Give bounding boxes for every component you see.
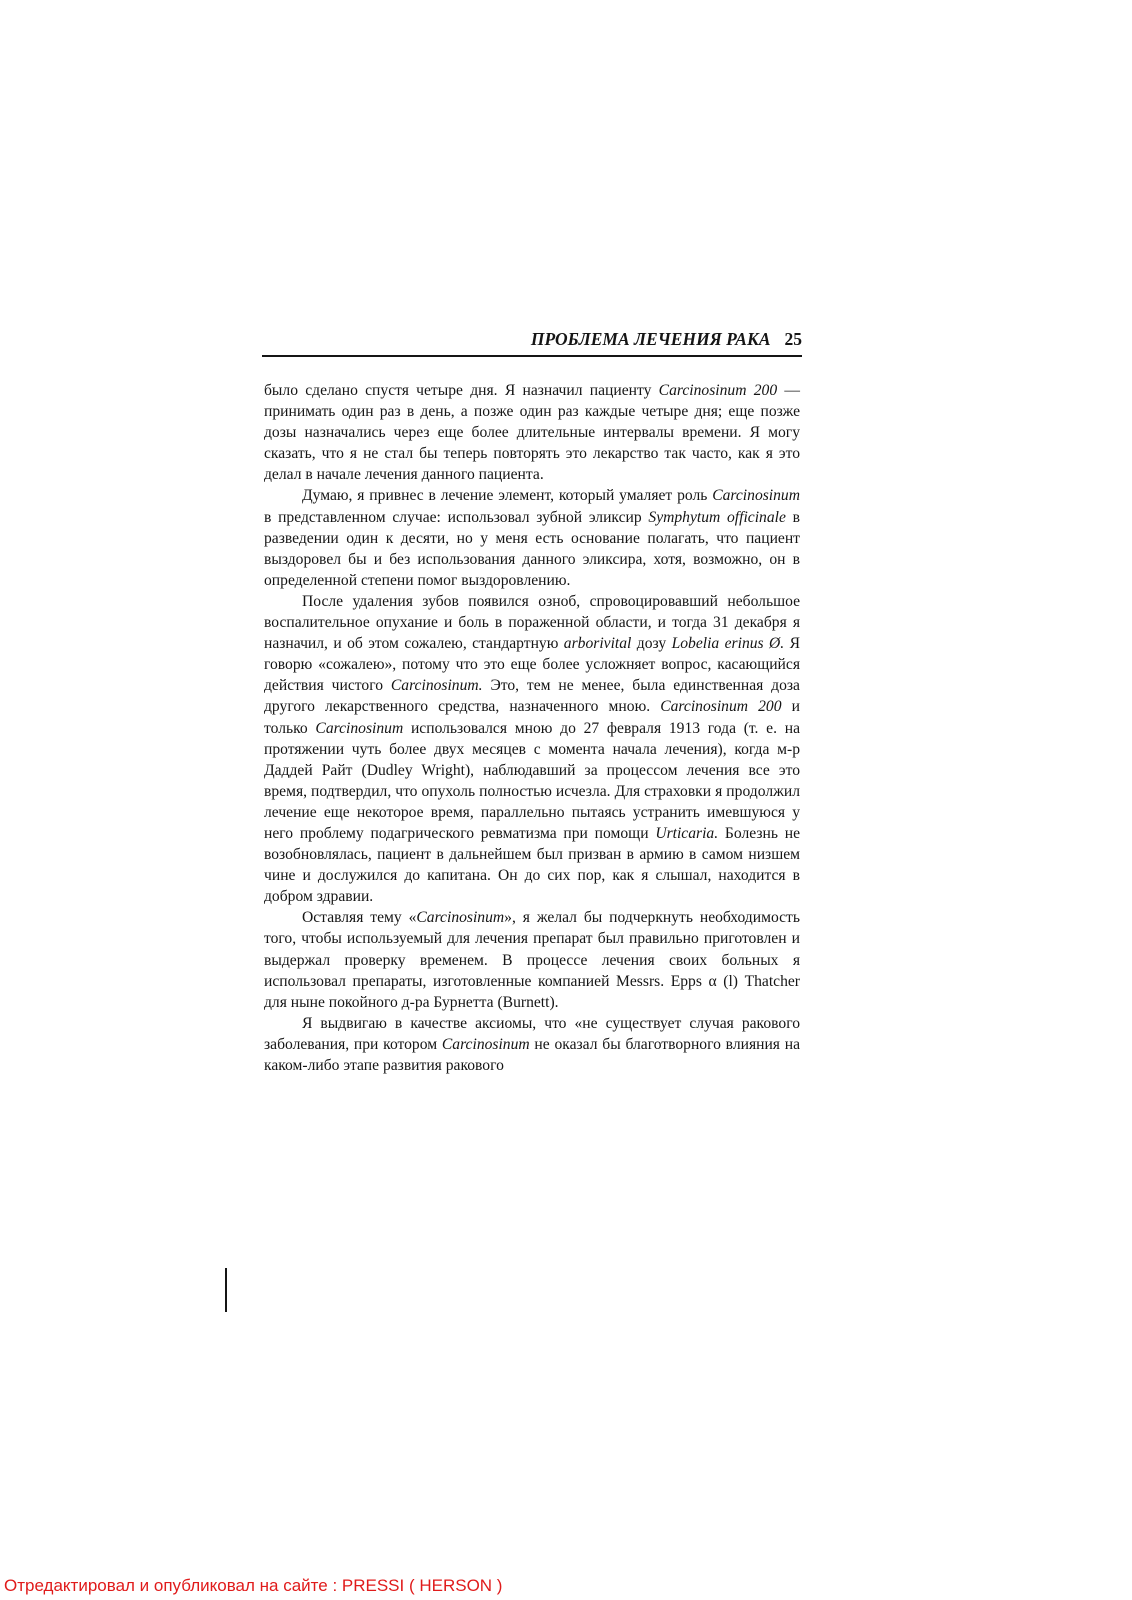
text-run: Это, тем не менее, была единственная доза другого лекарственного средства, назначенного мною. — [264, 677, 800, 716]
text-run: в представленном случае: использовал зубной эликсир — [264, 508, 649, 526]
text-run: Болезнь не возобновлялась, пациент в дальнейшем был призван в армию в самом низшем чине и дослужился до капитана. Он до сих пор, как я слышал, находится в добром здравии. — [264, 824, 800, 906]
paragraph-1 — [264, 380, 800, 485]
italic-term: Urticaria. — [655, 824, 719, 842]
text-run: — принимать один раз в день, а позже один раз каждые четыре дня; еще позже дозы назначались через еще более длительные интервалы времени. Я могу сказать, что я не стал бы теперь повторять это лекарство так часто, как я это делал в начале лечения данного пациента. — [264, 382, 800, 484]
italic-term: Lobelia erinus Ø. — [671, 635, 785, 653]
text-run: использовался мною до 27 февраля 1913 года (т. е. на протяжении чуть более двух месяцев с момента начала лечения), когда м-р Даддей Райт (Dudley Wright), наблюдавший за процессом лечения все это время, подтвердил, что опухоль полностью исчезла. Для страховки я продолжил лечение еще некоторое время, параллельно пытаясь устранить имевшуюся у него проблему подагрического ревматизма при помощи — [264, 719, 801, 842]
italic-term: Carcinosinum — [416, 909, 505, 927]
paragraph-3 — [264, 591, 800, 907]
text-run: После удаления зубов появился озноб, спровоцировавший небольшое воспалительное опухание и боль в пораженной области, и тогда 31 декабря я назначил, и об этом сожалею, стандартную — [264, 592, 800, 653]
paragraph-2 — [264, 485, 800, 590]
text-run: », я желал бы подчеркнуть необходимость того, чтобы используемый для лечения препарат был правильно приготовлен и выдержал проверку временем. В процессе лечения своих больных я использовал препараты, изготовленные компанией Messrs. Epps α (l) Thatcher для ныне покойного д-ра Бурнетта (Burnett). — [264, 909, 800, 1011]
italic-term: Carcinosinum 200 — [660, 698, 782, 716]
footer-credit: Отредактировал и опубликовал на сайте : PRESSI ( HERSON ) — [4, 1576, 503, 1595]
text-run: Оставляя тему « — [302, 909, 417, 927]
paragraph-5 — [264, 1013, 800, 1076]
italic-term: Carcinosinum 200 — [658, 382, 778, 399]
margin-mark — [225, 1268, 227, 1312]
body-text — [264, 380, 800, 1076]
running-header-title: ПРОБЛЕМА ЛЕЧЕНИЯ РАКА — [530, 329, 771, 349]
italic-term: Carcinosinum — [712, 487, 800, 505]
text-run: Думаю, я привнес в лечение элемент, который умаляет роль — [302, 487, 713, 505]
italic-term: Carcinosinum — [315, 719, 404, 737]
text-run: в разведении один к десяти, но у меня есть основание полагать, что пациент выздоровел бы и без использования данного эликсира, хотя, возможно, он в определенной степени помог выздоровлению. — [264, 508, 800, 589]
italic-term: Carcinosinum. — [390, 677, 483, 695]
page-number: 25 — [784, 329, 802, 349]
text-run: Я выдвигаю в качестве аксиомы, что «не существует случая ракового заболевания, при котором — [264, 1014, 800, 1053]
italic-term: Symphytum officinale — [648, 508, 786, 526]
italic-term: Carcinosinum — [441, 1035, 530, 1053]
text-run: и только — [264, 698, 800, 737]
paragraph-4 — [264, 907, 800, 1012]
text-run: было сделано спустя четыре дня. Я назначил пациенту — [264, 382, 659, 399]
text-run: дозу — [631, 635, 672, 653]
text-run: не оказал бы благотворного влияния на каком-либо этапе развития ракового — [264, 1035, 801, 1074]
running-header — [262, 326, 802, 352]
italic-term: arborivital — [563, 635, 632, 653]
header-rule — [262, 355, 802, 357]
text-run: Я говорю «сожалею», потому что это еще более усложняет вопрос, касающийся действия чистого — [264, 635, 800, 695]
